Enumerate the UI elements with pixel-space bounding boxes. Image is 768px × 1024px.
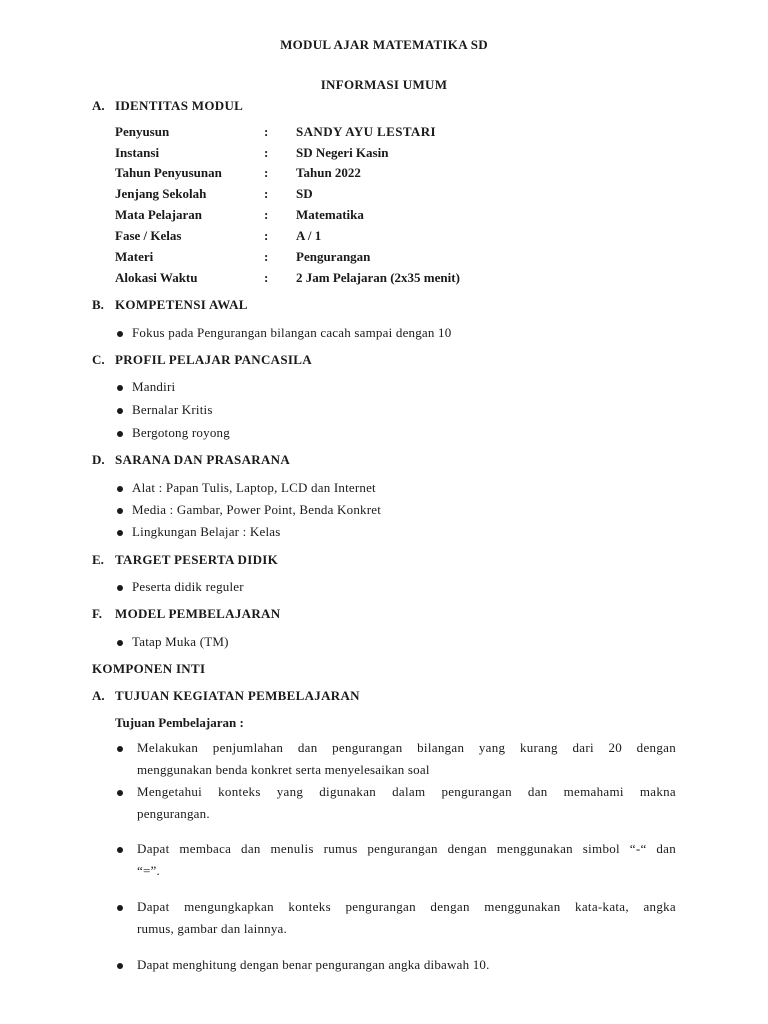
identitas-colon: : <box>264 145 269 160</box>
tujuan-item-line: rumus, gambar dan lainnya. <box>137 921 287 936</box>
list-item: Tatap Muka (TM) <box>132 634 229 649</box>
bullet-icon <box>117 530 123 536</box>
tujuan-item-line: pengurangan. <box>137 806 210 821</box>
section-d-title: SARANA DAN PRASARANA <box>115 452 291 467</box>
identitas-label: Tahun Penyusunan <box>115 165 222 180</box>
list-item: Peserta didik reguler <box>132 579 244 594</box>
list-item: Bernalar Kritis <box>132 402 213 417</box>
bullet-icon <box>117 640 123 646</box>
section-b-letter: B. <box>92 297 104 312</box>
identitas-label: Alokasi Waktu <box>115 270 198 285</box>
tujuan-item-line: Dapat mengungkapkan konteks pengurangan dengan menggunakan kata-kata, angka <box>137 899 676 914</box>
section-c-letter: C. <box>92 352 105 367</box>
informasi-umum-heading: INFORMASI UMUM <box>320 77 448 92</box>
identitas-value: Matematika <box>296 207 364 222</box>
bullet-icon <box>117 905 123 911</box>
identitas-label: Materi <box>115 249 154 264</box>
identitas-value: A / 1 <box>296 228 322 243</box>
identitas-colon: : <box>264 249 269 264</box>
list-item: Lingkungan Belajar : Kelas <box>132 524 281 539</box>
identitas-colon: : <box>264 124 269 139</box>
bullet-icon <box>117 508 123 514</box>
section-a-letter: A. <box>92 98 105 113</box>
bullet-icon <box>117 385 123 391</box>
identitas-colon: : <box>264 186 269 201</box>
identitas-value: SD <box>296 186 313 201</box>
identitas-label: Fase / Kelas <box>115 228 182 243</box>
tujuan-item-line: “=”. <box>137 863 160 878</box>
section-a-title: IDENTITAS MODUL <box>115 98 244 113</box>
section-e-title: TARGET PESERTA DIDIK <box>115 552 279 567</box>
identitas-colon: : <box>264 207 269 222</box>
identitas-label: Jenjang Sekolah <box>115 186 207 201</box>
identitas-value: 2 Jam Pelajaran (2x35 menit) <box>296 270 460 285</box>
identitas-value: SANDY AYU LESTARI <box>296 124 436 139</box>
tujuan-item-line: Dapat menghitung dengan benar pengurangan angka dibawah 10. <box>137 957 490 972</box>
ki-section-a-title: TUJUAN KEGIATAN PEMBELAJARAN <box>115 688 360 703</box>
identitas-value: SD Negeri Kasin <box>296 145 389 160</box>
list-item: Mandiri <box>132 379 176 394</box>
section-f-title: MODEL PEMBELAJARAN <box>115 606 281 621</box>
bullet-icon <box>117 585 123 591</box>
bullet-icon <box>117 790 123 796</box>
list-item: Media : Gambar, Power Point, Benda Konkret <box>132 502 382 517</box>
bullet-icon <box>117 963 123 969</box>
bullet-icon <box>117 847 123 853</box>
identitas-label: Instansi <box>115 145 160 160</box>
identitas-colon: : <box>264 165 269 180</box>
identitas-label: Mata Pelajaran <box>115 207 203 222</box>
ki-section-a-letter: A. <box>92 688 105 703</box>
list-item: Bergotong royong <box>132 425 230 440</box>
section-d-letter: D. <box>92 452 105 467</box>
tujuan-item-line: menggunakan benda konkret serta menyelesaikan soal <box>137 762 430 777</box>
bullet-icon <box>117 408 123 414</box>
tujuan-item-line: Melakukan penjumlahan dan pengurangan bilangan yang kurang dari 20 dengan <box>137 740 676 755</box>
section-c-title: PROFIL PELAJAR PANCASILA <box>115 352 312 367</box>
bullet-icon <box>117 746 123 752</box>
identitas-label: Penyusun <box>115 124 170 139</box>
document-title: MODUL AJAR MATEMATIKA SD <box>280 37 488 52</box>
komponen-inti-heading: KOMPONEN INTI <box>92 661 206 676</box>
identitas-colon: : <box>264 270 269 285</box>
tujuan-item-line: Mengetahui konteks yang digunakan dalam pengurangan dan memahami makna <box>137 784 676 799</box>
section-b-title: KOMPETENSI AWAL <box>115 297 248 312</box>
bullet-icon <box>117 431 123 437</box>
identitas-colon: : <box>264 228 269 243</box>
list-item: Alat : Papan Tulis, Laptop, LCD dan Internet <box>132 480 376 495</box>
bullet-icon <box>117 486 123 492</box>
list-item: Fokus pada Pengurangan bilangan cacah sampai dengan 10 <box>132 325 452 340</box>
bullet-icon <box>117 331 123 337</box>
identitas-value: Tahun 2022 <box>296 165 361 180</box>
identitas-value: Pengurangan <box>296 249 371 264</box>
section-f-letter: F. <box>92 606 102 621</box>
tujuan-item-line: Dapat membaca dan menulis rumus pengurangan dengan menggunakan simbol “-“ dan <box>137 841 676 856</box>
section-e-letter: E. <box>92 552 104 567</box>
tujuan-label: Tujuan Pembelajaran : <box>115 715 244 730</box>
